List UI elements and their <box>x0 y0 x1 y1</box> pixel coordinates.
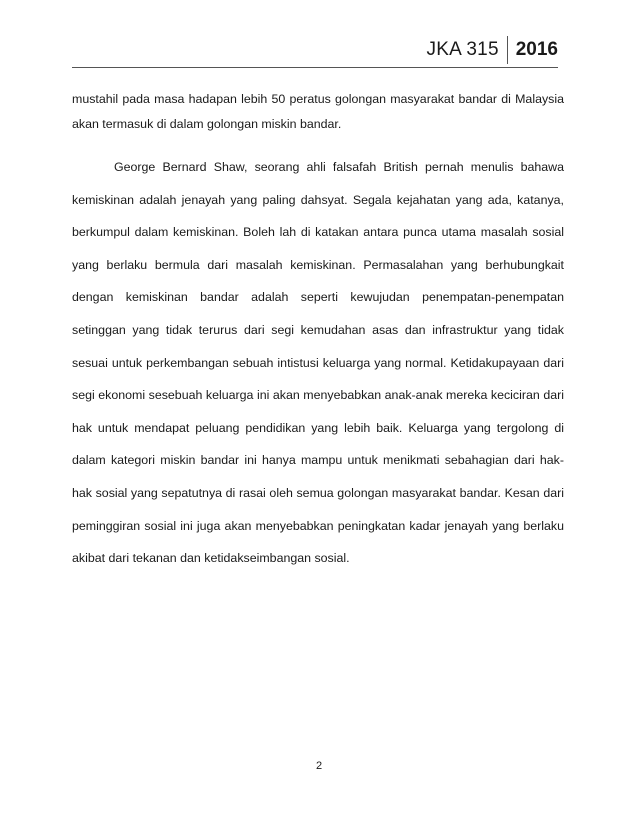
page-number: 2 <box>315 760 323 772</box>
body-paragraph-2: George Bernard Shaw, seorang ahli falsafah British pernah menulis bahawa kemiskinan adalah jenayah yang paling dahsyat. Segala kejahatan yang ada, katanya, berkumpul dalam kemiskinan. Boleh lah di katakan antara punca utama masalah sosial yang berlaku bermula dari masalah kemiskinan. Permasalahan yang berhubungkait dengan kemiskinan bandar adalah seperti kewujudan penempatan-penempatan setinggan yang tidak terurus dari segi kemudahan asas dan infrastruktur yang tidak sesuai untuk perkembangan sebuah intistusi keluarga yang normal. Ketidakupayaan dari segi ekonomi sesebuah keluarga ini akan menyebabkan anak-anak mereka keciciran dari hak untuk mendapat peluang pendidikan yang lebih baik. Keluarga yang tergolong di dalam kategori miskin bandar ini hanya mampu untuk menikmati sebahagian dari hak-hak sosial yang sepatutnya di rasai oleh semua golongan masyarakat bandar. Kesan dari peminggiran sosial ini juga akan menyebabkan peningkatan kadar jenayah yang berlaku akibat dari tekanan dan ketidakseimbangan sosial. <box>72 160 564 566</box>
header-divider <box>72 67 558 68</box>
page-header <box>427 36 558 64</box>
document-year: 2016 <box>515 39 558 60</box>
document-body <box>72 87 564 575</box>
course-code: JKA 315 <box>427 36 508 64</box>
body-paragraph-1: mustahil pada masa hadapan lebih 50 peratus golongan masyarakat bandar di Malaysia akan termasuk di dalam golongan miskin bandar. <box>72 92 564 131</box>
